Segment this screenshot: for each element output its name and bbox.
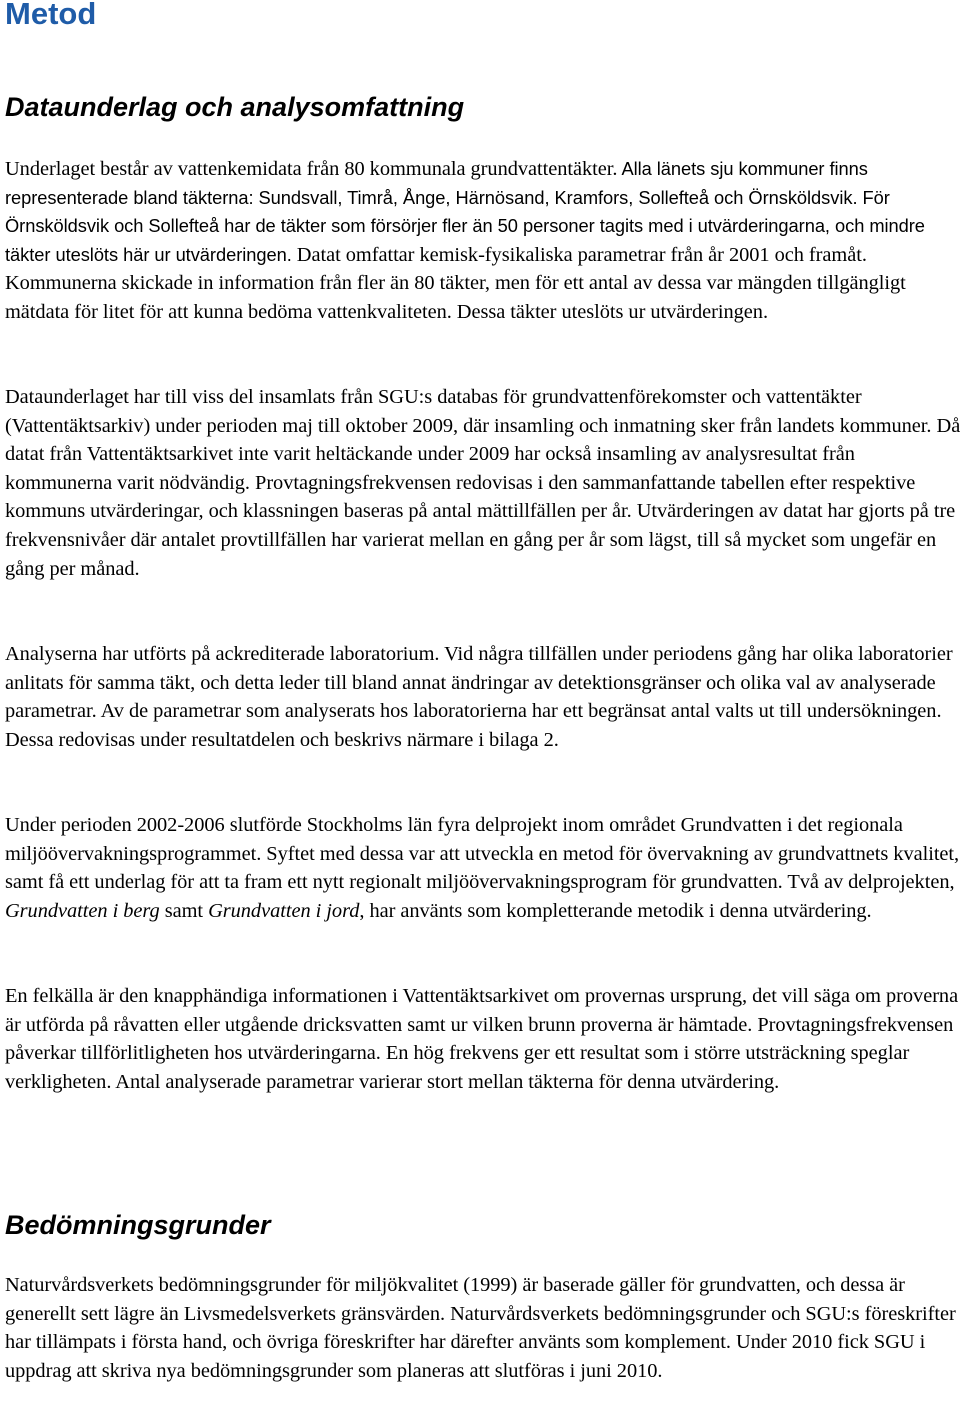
paragraph-text-sans: Alla länets sju kommuner finns representerade bland täkterna: Sundsvall, Timrå, Ånge, Härnösand, Kramfors, Sollefteå och Örnsköldsvik. För Örnsköldsvik och Sollefteå har de täkter som försörjer fler än 50 personer tagits med i utvärderingarna, och mindre täkter uteslöts här ur utvärderingen.: [5, 158, 925, 265]
paragraph-text: Under perioden 2002-2006 slutförde Stockholms län fyra delprojekt inom området Grundvatten i det regionala miljöövervakningsprogrammet. Syftet med dessa var att utveckla en metod för övervakning av grundvattnets kvalitet, samt få ett underlag för att ta fram ett nytt regionalt miljöövervakningsprogram för grundvatten. Två av delprojekten,: [5, 814, 960, 894]
paragraph-text: Kommunerna skickade in information från fler än 80 täkter, men för ett antal av dessa var mängden tillgängligt mätdata för litet för att kunna bedöma vattenkvaliteten. Dessa täkter uteslöts ur utvärderingen.: [5, 272, 906, 323]
section-heading-bedomningsgrunder: Bedömningsgrunder: [5, 1210, 271, 1240]
project-name: Grundvatten i jord: [208, 899, 360, 922]
page-title: Metod: [5, 0, 97, 31]
paragraph-text: , har använts som kompletterande metodik i denna utvärdering.: [359, 899, 872, 922]
paragraph-text: Datat omfattar kemisk-fysikaliska parametrar från år 2001 och framåt.: [291, 243, 867, 266]
paragraph-felkalla: En felkälla är den knapphändiga informationen i Vattentäktsarkivet om provernas ursprung, det vill säga om proverna är utförda på råvatten eller utgående dricksvatten samt ur vilken brunn proverna är hämtade. Provtagningsfrekvensen påverkar tillförlitligheten hos utvärderingarna. En hög frekvens ger ett resultat som i större utsträckning speglar verkligheten. Antal analyserade parametrar varierar stort mellan täkterna för denna utvärdering.: [5, 985, 959, 1093]
paragraph-text: Underlaget består av vattenkemidata från 80 kommunala grundvattentäkter.: [5, 158, 618, 180]
paragraph-text: samt: [159, 899, 209, 922]
paragraph-laboratorium: Analyserna har utförts på ackrediterade laboratorium. Vid några tillfällen under periodens gång har olika laboratorier anlitats för samma täkt, och detta leder till bland annat ändringar av detektionsgränser och olika val av analyserade parametrar. Av de parametrar som analyserats hos laboratorierna har ett begränsat antal valts ut till undersökningen. Dessa redovisas under resultatdelen och beskrivs närmare i bilaga 2.: [5, 643, 953, 751]
paragraph-bedomningsgrunder: Naturvårdsverkets bedömningsgrunder för miljökvalitet (1999) är baserade gäller för grundvatten, och dessa är generellt sett lägre än Livsmedelsverkets gränsvärden. Naturvårdsverkets bedömningsgrunder och SGU:s föreskrifter har tillämpats i första hand, och övriga föreskrifter har därefter använts som komplement. Under 2010 fick SGU i uppdrag att skriva nya bedömningsgrunder som planeras att slutföras i juni 2010.: [5, 1274, 956, 1382]
project-name: Grundvatten i berg: [5, 899, 160, 922]
section-heading-dataunderlag: Dataunderlag och analysomfattning: [5, 92, 465, 122]
paragraph-underlag: [5, 155, 960, 327]
paragraph-stockholms-lan: [5, 811, 960, 925]
paragraph-sgu-databas: Dataunderlaget har till viss del insamlats från SGU:s databas för grundvattenförekomster och vattentäkter (Vattentäktsarkiv) under perioden maj till oktober 2009, där insamling och inmatning sker från landets kommuner. Då datat från Vattentäktsarkivet inte varit heltäckande under 2009 har också insamling av analysresultat från kommunerna varit nödvändig. Provtagningsfrekvensen redovisas i den sammanfattande tabellen efter respektive kommuns utvärderingar, och klassningen baseras på antal mättillfällen per år. Utvärderingen av datat har gjorts på tre frekvensnivåer där antalet provtillfällen har varierat mellan en gång per år som lägst, till så mycket som ungefär en gång per månad.: [5, 386, 960, 580]
